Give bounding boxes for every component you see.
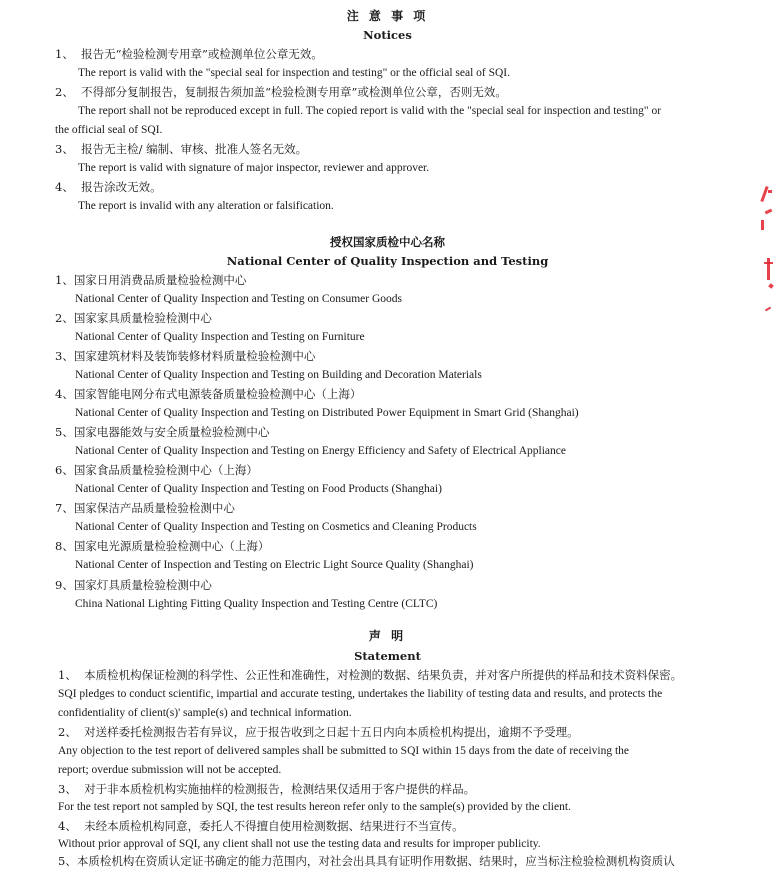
statement-item-2-cn: 2、 对送样委托检测报告若有异议，应于报告收到之日起十五日内向本质检机构提出，逾期不予受理。 xyxy=(58,725,579,739)
notice-item-1-en: The report is valid with the "special seal for inspection and testing" or the official seal of SQI. xyxy=(78,67,511,79)
statement-item-3-cn: 3、 对于非本质检机构实施抽样的检测报告，检测结果仅适用于客户提供的样品。 xyxy=(58,782,476,796)
statement-title-cn: 声 明 xyxy=(368,629,407,643)
centers-title-cn: 授权国家质检中心名称 xyxy=(330,235,445,249)
statement-item-1-en-line2: confidentiality of client(s)' sample(s) and technical information. xyxy=(58,707,352,719)
center-item-9-en: China National Lighting Fitting Quality Inspection and Testing Centre (CLTC) xyxy=(75,598,438,610)
center-item-7-cn: 7、国家保洁产品质量检验检测中心 xyxy=(55,501,235,515)
center-item-8-en: National Center of Inspection and Testing on Electric Light Source Quality (Shanghai) xyxy=(75,559,474,571)
center-item-7-en: National Center of Quality Inspection and Testing on Cosmetics and Cleaning Products xyxy=(75,521,477,533)
center-item-3-cn: 3、国家建筑材料及装饰装修材料质量检验检测中心 xyxy=(55,349,316,363)
notice-item-4-en: The report is invalid with any alteration or falsification. xyxy=(78,200,334,212)
center-item-3-en: National Center of Quality Inspection and Testing on Building and Decoration Materials xyxy=(75,369,482,381)
center-item-9-cn: 9、国家灯具质量检验检测中心 xyxy=(55,578,212,592)
notices-title-en: Notices xyxy=(363,28,412,42)
statement-item-2-en-line2: report; overdue submission will not be accepted. xyxy=(58,764,282,776)
notice-item-3-en: The report is valid with signature of major inspector, reviewer and approver. xyxy=(78,162,430,174)
center-item-2-en: National Center of Quality Inspection and Testing on Furniture xyxy=(75,331,365,343)
statement-item-1-cn: 1、 本质检机构保证检测的科学性、公正性和准确性，对检测的数据、结果负责，并对客户所提供的样品和技术资料保密。 xyxy=(58,668,683,682)
notices-title-cn: 注 意 事 项 xyxy=(346,9,429,23)
statement-title-en: Statement xyxy=(354,649,421,663)
center-item-6-en: National Center of Quality Inspection and Testing on Food Products (Shanghai) xyxy=(75,483,442,495)
center-item-1-en: National Center of Quality Inspection and Testing on Consumer Goods xyxy=(75,293,402,305)
center-item-4-cn: 4、国家智能电网分布式电源装备质量检验检测中心（上海） xyxy=(55,387,362,401)
center-item-5-cn: 5、国家电器能效与安全质量检验检测中心 xyxy=(55,425,270,439)
centers-title-en: National Center of Quality Inspection and Testing xyxy=(226,254,549,268)
center-item-2-cn: 2、国家家具质量检验检测中心 xyxy=(55,311,212,325)
notice-item-3-cn: 3、 报告无主检/ 编制、审核、批准人签名无效。 xyxy=(55,142,308,156)
center-item-5-en: National Center of Quality Inspection and Testing on Energy Efficiency and Safety of Electrical Appliance xyxy=(75,445,566,457)
statement-item-2-en-line1: Any objection to the test report of delivered samples shall be submitted to SQI within 15 days from the date of receiving the xyxy=(58,745,630,757)
notice-item-2-en-line2: the official seal of SQI. xyxy=(55,124,163,136)
red-seal-fragment xyxy=(755,180,775,320)
center-item-6-cn: 6、国家食品质量检验检测中心（上海） xyxy=(55,463,258,477)
statement-item-1-en-line1: SQI pledges to conduct scientific, impartial and accurate testing, undertakes the liability of testing data and results, and protects the xyxy=(58,688,663,700)
notice-item-1-cn: 1、 报告无“检验检测专用章”或检测单位公章无效。 xyxy=(55,47,323,61)
statement-item-4-cn: 4、 未经本质检机构同意，委托人不得擅自使用检测数据、结果进行不当宣传。 xyxy=(58,819,464,833)
statement-item-5-cut-line: 5、本质检机构在资质认定证书确定的能力范围内，对社会出具具有证明作用数据、结果时，应当标注检验检测机构资质认 xyxy=(58,854,675,868)
notice-item-4-cn: 4、 报告涂改无效。 xyxy=(55,180,162,194)
statement-item-3-en: For the test report not sampled by SQI, the test results hereon refer only to the sample(s) provided by the client. xyxy=(58,801,571,813)
notice-item-2-en-line1: The report shall not be reproduced except in full. The copied report is valid with the "special seal for inspection and testing" or xyxy=(78,105,662,117)
center-item-8-cn: 8、国家电光源质量检验检测中心（上海） xyxy=(55,539,270,553)
center-item-1-cn: 1、国家日用消费品质量检验检测中心 xyxy=(55,273,247,287)
statement-item-4-en: Without prior approval of SQI, any client shall not use the testing data and results for improper publicity. xyxy=(58,838,541,850)
center-item-4-en: National Center of Quality Inspection and Testing on Distributed Power Equipment in Smart Grid (Shanghai) xyxy=(75,407,579,419)
notice-item-2-cn: 2、 不得部分复制报告，复制报告须加盖“检验检测专用章”或检测单位公章，否则无效。 xyxy=(55,85,507,99)
